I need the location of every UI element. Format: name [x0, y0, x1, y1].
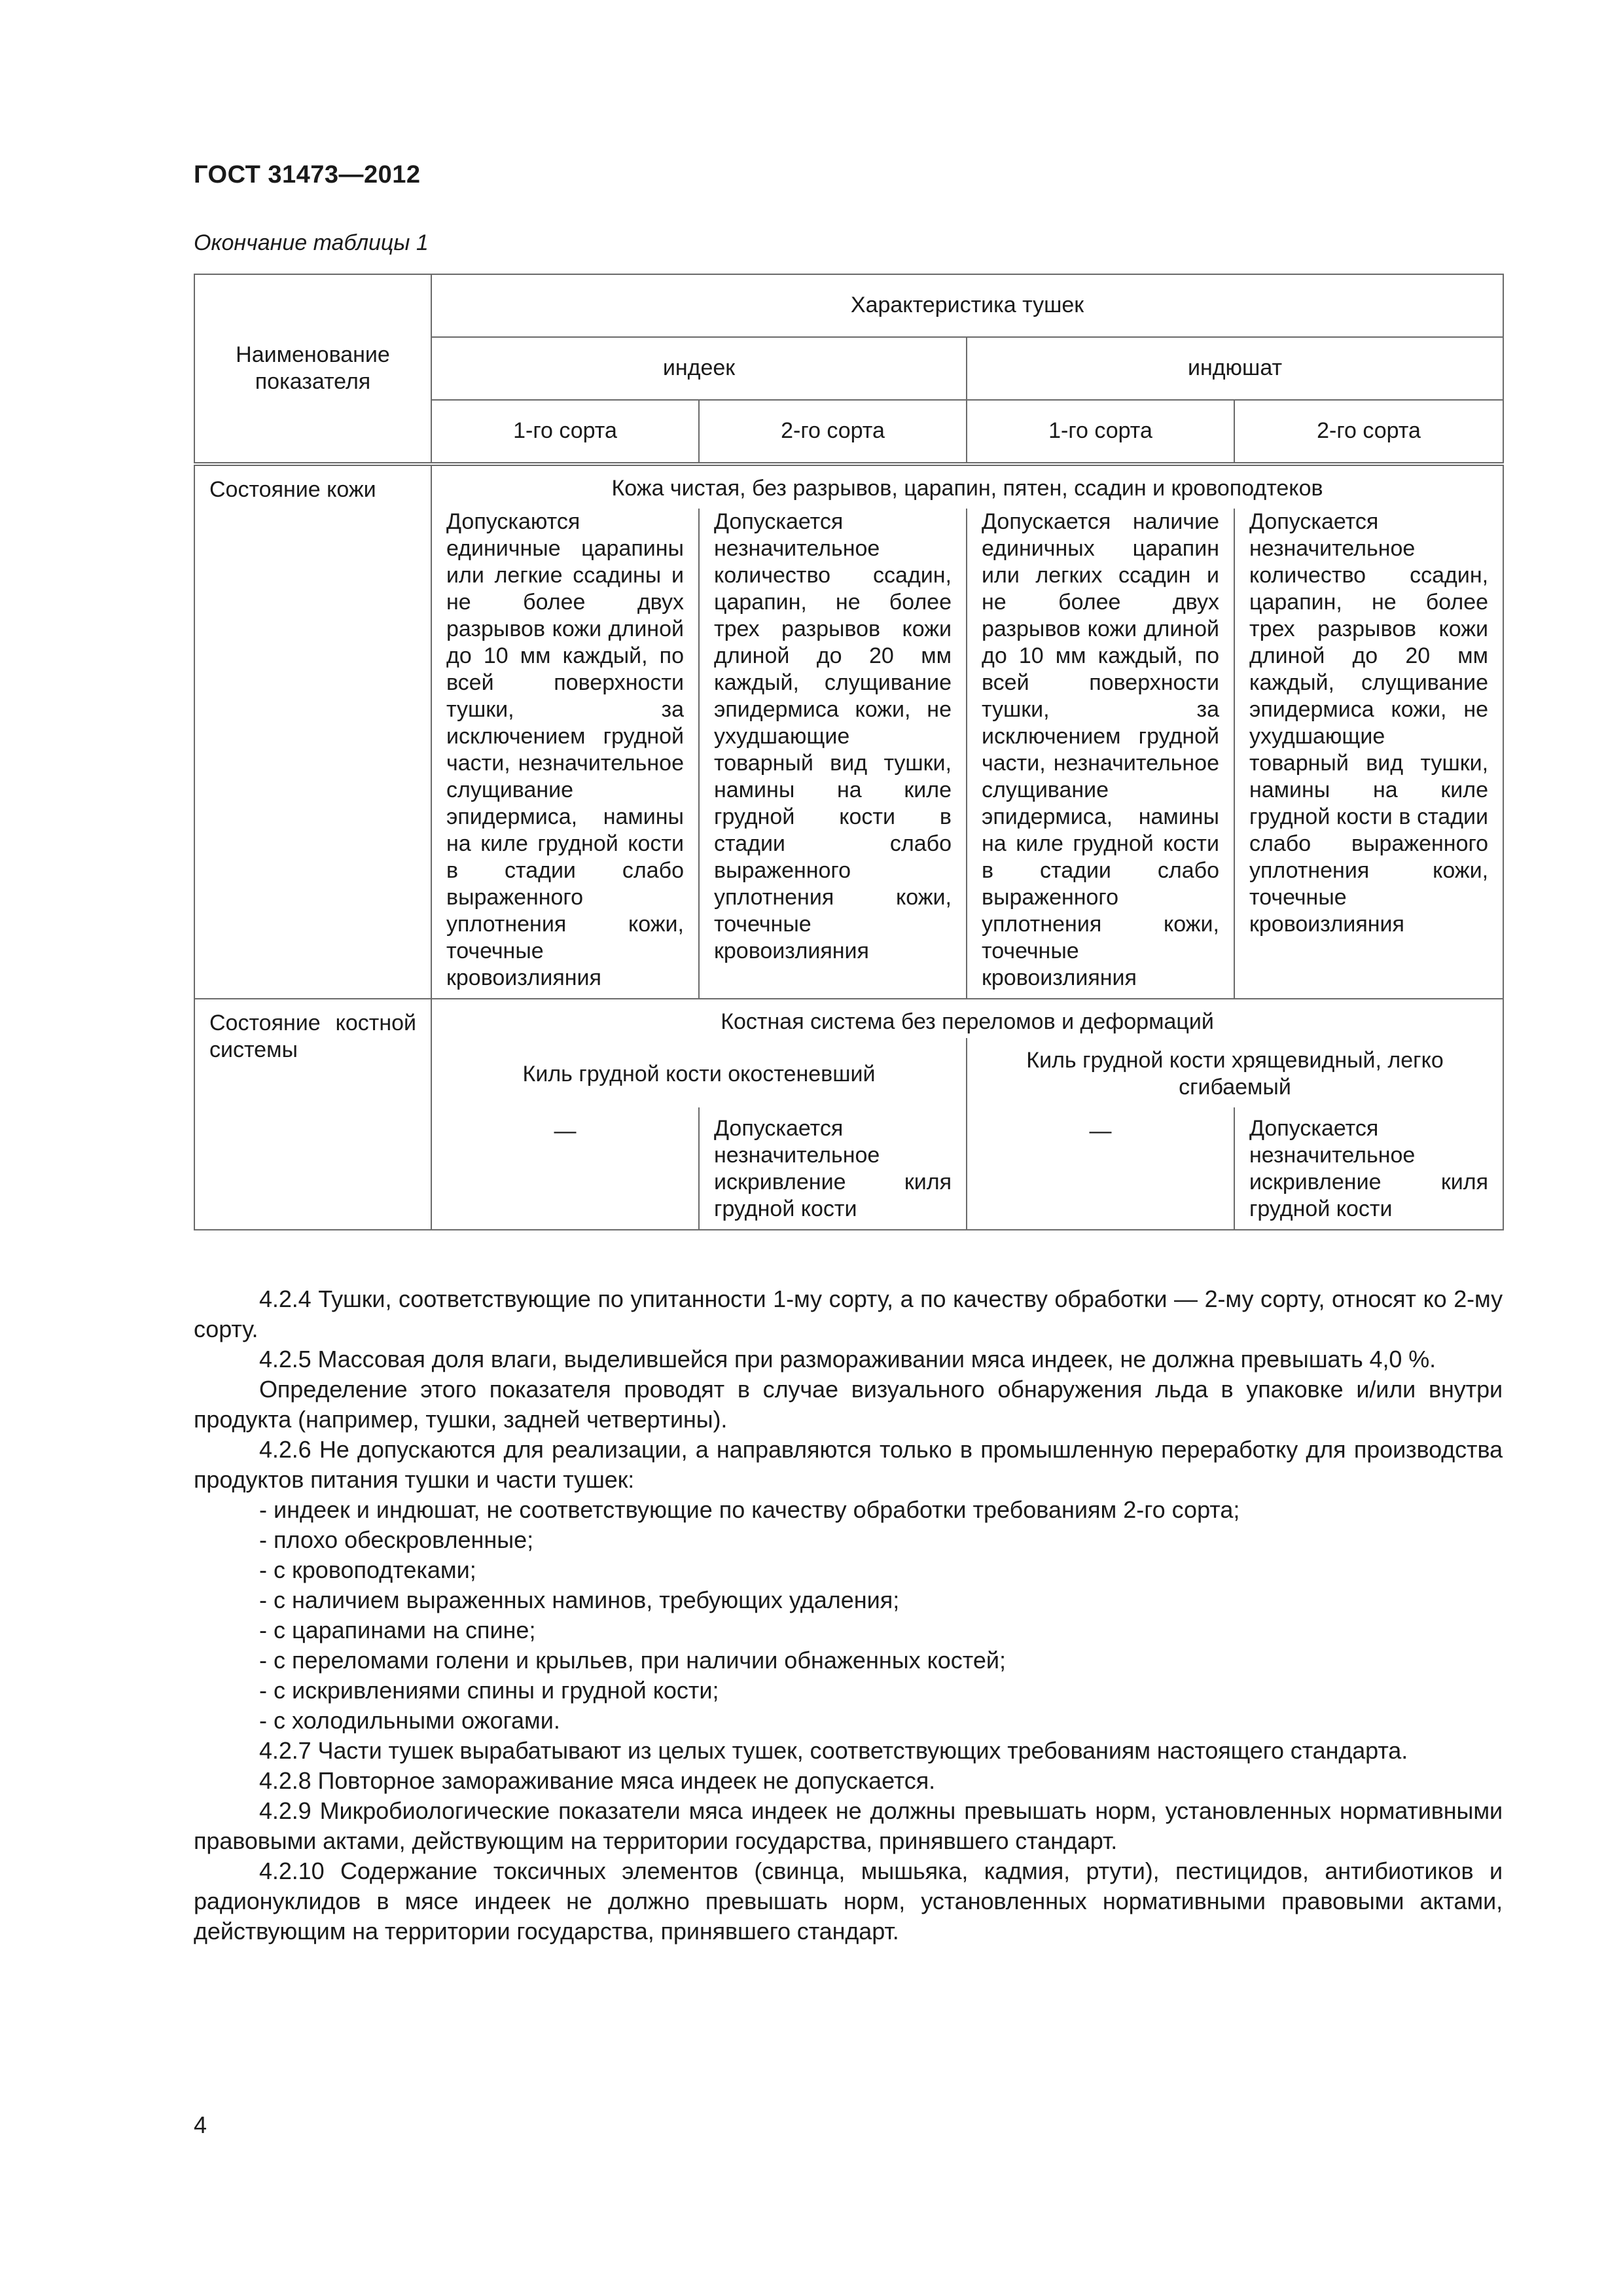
paragraph-4-2-5-note: Определение этого показателя проводят в случае визуального обнаружения льда в упаковке и/или внутри продукта (например, тушки, задней четвертины).: [194, 1376, 1503, 1433]
paragraph-4-2-4: 4.2.4 Тушки, соответствующие по упитанности 1-му сорту, а по качеству обработки — 2-му сорту, относят ко 2-му сорту.: [194, 1285, 1503, 1342]
bone-poult-keel: [967, 1038, 1503, 1107]
document-id: ГОСТ 31473—2012: [194, 161, 421, 188]
header-poult-grade-1: 1-го сорта: [967, 400, 1234, 464]
table-caption: Окончание таблицы 1: [194, 230, 429, 255]
header-indicator-name: [194, 274, 431, 464]
body-text: [194, 1284, 1503, 1946]
list-item: - индеек и индюшат, не соответствующие по качеству обработки требованиям 2-го сорта;: [259, 1496, 1240, 1523]
header-poult-grade-2: 2-го сорта: [1234, 400, 1503, 464]
header-group-turkey: индеек: [431, 337, 967, 400]
bone-poult-grade-2: Допускается незначительное искривление киля грудной кости: [1234, 1107, 1503, 1230]
bone-turkey-grade-2: Допускается незначительное искривление киля грудной кости: [699, 1107, 967, 1230]
skin-turkey-grade-2: Допускается незначительное количество ссадин, царапин, не более трех разрывов кожи длиной до 20 мм каждый, слущивание эпидермиса кожи, не ухудшающие товарный вид тушки, намины на киле грудной кости в стадии слабо выраженного уплотнения кожи, точечные кровоизлияния: [699, 509, 967, 999]
list-item: - с холодильными ожогами.: [259, 1707, 560, 1734]
bone-common-requirement: Костная система без переломов и деформаций: [431, 999, 1503, 1038]
table-1-continuation: [194, 274, 1503, 1230]
list-item: - с искривлениями спины и грудной кости;: [259, 1677, 719, 1704]
paragraph-4-2-10: 4.2.10 Содержание токсичных элементов (свинца, мышьяка, кадмия, ртути), пестицидов, антибиотиков и радионуклидов в мясе индеек не должно превышать норм, установленных нормативными правовыми актами, действующим на территории государства, принявшего стандарт.: [194, 1857, 1503, 1945]
header-indicator-name-text: Наименование показателя: [236, 342, 390, 394]
paragraph-4-2-8: 4.2.8 Повторное замораживание мяса индеек не допускается.: [259, 1767, 935, 1794]
bone-poult-keel-text: Киль грудной кости хрящевидный, легко сгибаемый: [1026, 1048, 1444, 1100]
header-turkey-grade-1: 1-го сорта: [431, 400, 699, 464]
row-skin-name: Состояние кожи: [194, 464, 431, 999]
paragraph-4-2-7: 4.2.7 Части тушек вырабатывают из целых тушек, соответствующих требованиям настоящего стандарта.: [259, 1737, 1408, 1764]
skin-common-requirement: Кожа чистая, без разрывов, царапин, пятен, ссадин и кровоподтеков: [431, 464, 1503, 509]
page-number: 4: [194, 2111, 207, 2138]
paragraph-4-2-9: 4.2.9 Микробиологические показатели мяса индеек не должны превышать норм, установленных нормативными правовыми актами, действующим на территории государства, принявшего стандарт.: [194, 1797, 1503, 1854]
skin-turkey-grade-1: Допускаются единичные царапины или легкие ссадины и не более двух разрывов кожи длиной до 10 мм каждый, по всей поверхности тушки, за исключением грудной части, незначительное слущивание эпидермиса, намины на киле грудной кости в стадии слабо выраженного уплотнения кожи, точечные кровоизлияния: [431, 509, 699, 999]
bone-turkey-keel: Киль грудной кости окостеневший: [431, 1038, 967, 1107]
header-turkey-grade-2: 2-го сорта: [699, 400, 967, 464]
skin-poult-grade-2: Допускается незначительное количество ссадин, царапин, не более трех разрывов кожи длиной до 20 мм каждый, слущивание эпидермиса кожи, не ухудшающие товарный вид тушки, намины на киле грудной кости в стадии слабо выраженного уплотнения кожи, точечные кровоизлияния: [1234, 509, 1503, 999]
header-characteristic: Характеристика тушек: [431, 274, 1503, 337]
list-item: - плохо обескровленные;: [259, 1526, 534, 1553]
bone-poult-grade-1: —: [967, 1107, 1234, 1230]
header-group-poult: индюшат: [967, 337, 1503, 400]
list-item: - с переломами голени и крыльев, при наличии обнаженных костей;: [259, 1647, 1006, 1674]
row-bone-name: Состояние костной системы: [194, 999, 431, 1230]
paragraph-4-2-6: 4.2.6 Не допускаются для реализации, а направляются только в промышленную переработку для производства продуктов питания тушки и части тушек:: [194, 1436, 1503, 1493]
bone-turkey-grade-1: —: [431, 1107, 699, 1230]
list-item: - с наличием выраженных наминов, требующих удаления;: [259, 1587, 900, 1613]
skin-poult-grade-1: Допускается наличие единичных царапин или легких ссадин и не более двух разрывов кожи длиной до 10 мм каждый, по всей поверхности тушки, за исключением грудной части, незначительное слущивание эпидермиса, намины на киле грудной кости в стадии слабо выраженного уплотнения кожи, точечные кровоизлияния: [967, 509, 1234, 999]
characteristics-table: [194, 274, 1504, 1230]
list-item: - с кровоподтеками;: [259, 1556, 476, 1583]
paragraph-4-2-5: 4.2.5 Массовая доля влаги, выделившейся при размораживании мяса индеек, не должна превышать 4,0 %.: [259, 1346, 1436, 1372]
list-item: - с царапинами на спине;: [259, 1617, 536, 1643]
